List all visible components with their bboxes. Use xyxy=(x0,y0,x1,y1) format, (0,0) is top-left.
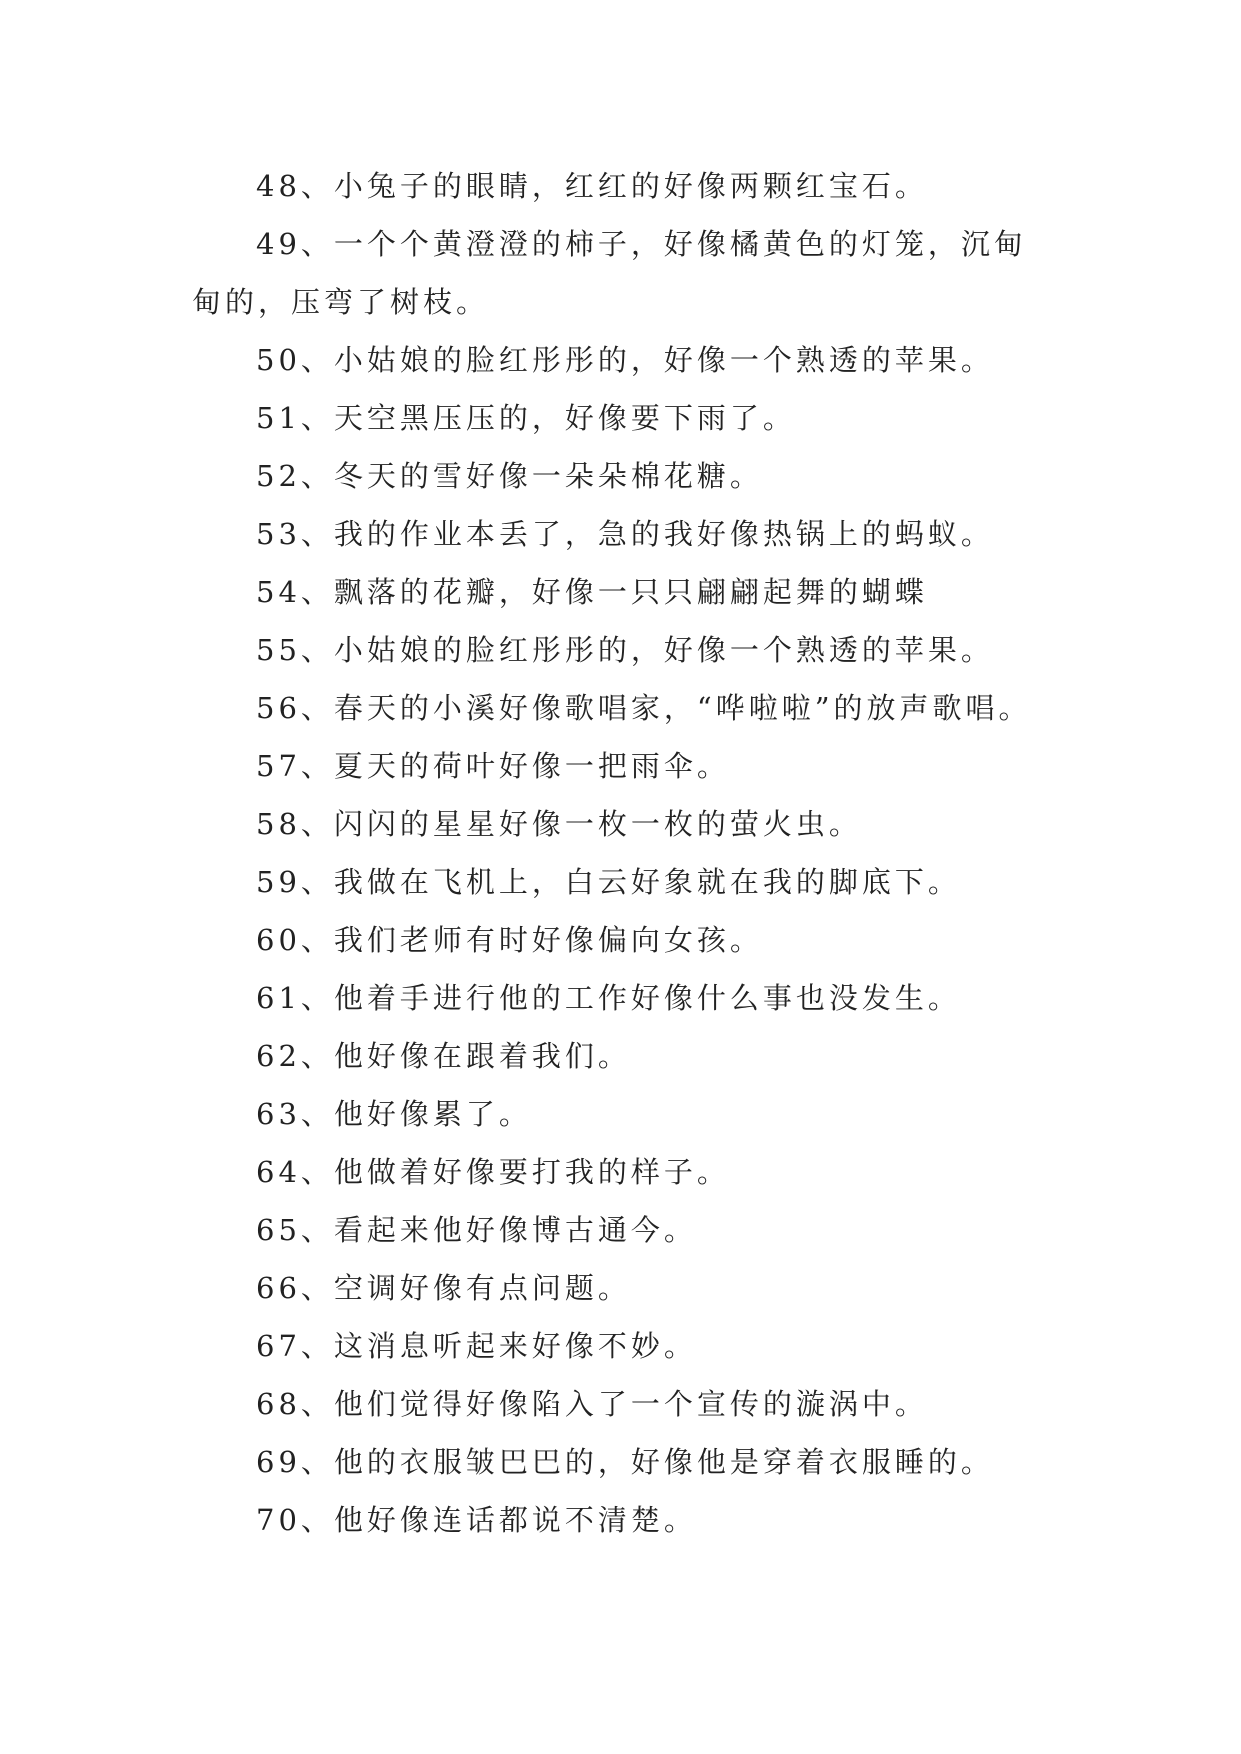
paragraph-51: 51、天空黑压压的，好像要下雨了。 xyxy=(256,401,796,435)
paragraph-57: 57、夏天的荷叶好像一把雨伞。 xyxy=(256,749,730,783)
paragraph-49: 49、一个个黄澄澄的柿子，好像橘黄色的灯笼，沉甸甸的，压弯了树枝。 xyxy=(192,227,1027,319)
paragraph-54: 54、飘落的花瓣，好像一只只翩翩起舞的蝴蝶 xyxy=(256,575,928,609)
paragraph-69: 69、他的衣服皱巴巴的，好像他是穿着衣服睡的。 xyxy=(256,1445,994,1479)
paragraph-52: 52、冬天的雪好像一朵朵棉花糖。 xyxy=(256,459,763,493)
paragraph-50: 50、小姑娘的脸红彤彤的，好像一个熟透的苹果。 xyxy=(256,343,994,377)
paragraph-59: 59、我做在飞机上，白云好象就在我的脚底下。 xyxy=(256,865,961,899)
paragraph-58: 58、闪闪的星星好像一枚一枚的萤火虫。 xyxy=(256,807,862,841)
paragraph-62: 62、他好像在跟着我们。 xyxy=(256,1039,631,1073)
paragraph-48: 48、小兔子的眼睛，红红的好像两颗红宝石。 xyxy=(256,169,928,203)
paragraph-64: 64、他做着好像要打我的样子。 xyxy=(256,1155,730,1189)
paragraph-55: 55、小姑娘的脸红彤彤的，好像一个熟透的苹果。 xyxy=(256,633,994,667)
paragraph-70: 70、他好像连话都说不清楚。 xyxy=(256,1503,697,1537)
paragraph-67: 67、这消息听起来好像不妙。 xyxy=(256,1329,697,1363)
paragraph-66: 66、空调好像有点问题。 xyxy=(256,1271,631,1305)
paragraph-63: 63、他好像累了。 xyxy=(256,1097,532,1131)
paragraph-60: 60、我们老师有时好像偏向女孩。 xyxy=(256,923,763,957)
document-body xyxy=(192,157,1052,1549)
paragraph-68: 68、他们觉得好像陷入了一个宣传的漩涡中。 xyxy=(256,1387,928,1421)
paragraph-53: 53、我的作业本丢了，急的我好像热锅上的蚂蚁。 xyxy=(256,517,994,551)
paragraph-56: 56、春天的小溪好像歌唱家，“哗啦啦”的放声歌唱。 xyxy=(256,691,1032,725)
paragraph-61: 61、他着手进行他的工作好像什么事也没发生。 xyxy=(256,981,961,1015)
paragraph-65: 65、看起来他好像博古通今。 xyxy=(256,1213,697,1247)
